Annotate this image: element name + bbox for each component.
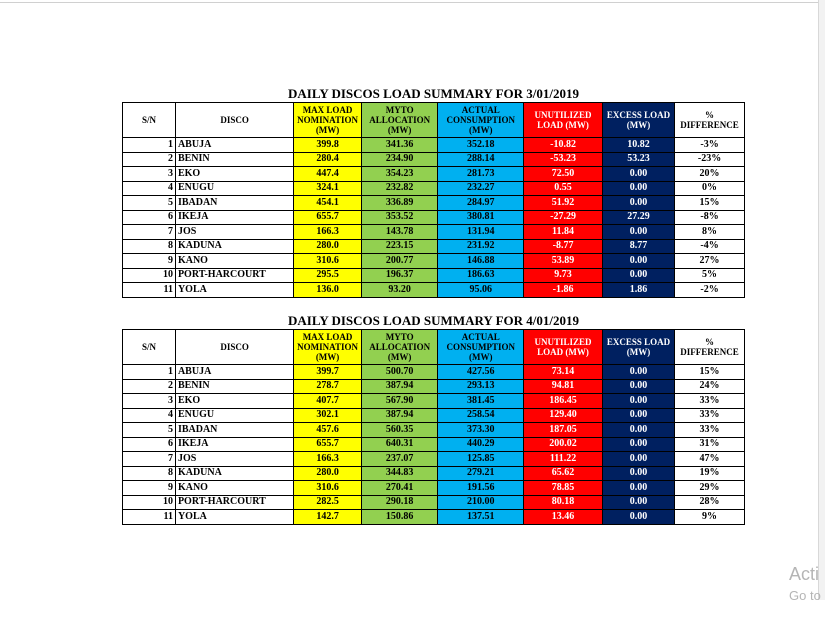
cell-disco: BENIN [175,152,293,167]
cell-actual: 95.06 [438,283,524,298]
cell-myto: 387.94 [361,379,438,394]
cell-unutilized: 13.46 [524,510,603,525]
cell-max-load: 457.6 [294,423,362,438]
cell-sn: 11 [123,283,176,298]
cell-sn: 1 [123,138,176,153]
cell-pct: 27% [675,254,745,269]
header-sn: S/N [123,330,176,365]
load-summary-day2 [122,313,745,525]
cell-disco: KANO [175,481,293,496]
table-body [123,365,745,525]
cell-excess: 0.00 [602,254,674,269]
header-unutilized: UNUTILIZED LOAD (MW) [524,330,603,365]
cell-disco: IBADAN [175,423,293,438]
cell-max-load: 295.5 [294,268,362,283]
cell-actual: 352.18 [438,138,524,153]
cell-disco: EKO [175,394,293,409]
summary-table [122,329,745,525]
cell-unutilized: 186.45 [524,394,603,409]
cell-pct: -8% [675,210,745,225]
cell-myto: 237.07 [361,452,438,467]
cell-max-load: 447.4 [294,167,362,182]
cell-pct: -23% [675,152,745,167]
cell-unutilized: -53.23 [524,152,603,167]
cell-actual: 210.00 [438,495,524,510]
cell-max-load: 142.7 [294,510,362,525]
cell-max-load: 407.7 [294,394,362,409]
cell-unutilized: 187.05 [524,423,603,438]
cell-unutilized: 200.02 [524,437,603,452]
cell-disco: PORT-HARCOURT [175,268,293,283]
cell-disco: ENUGU [175,408,293,423]
table-row [123,394,745,409]
cell-max-load: 454.1 [294,196,362,211]
cell-sn: 4 [123,408,176,423]
cell-unutilized: -1.86 [524,283,603,298]
cell-myto: 93.20 [361,283,438,298]
cell-excess: 0.00 [602,408,674,423]
cell-disco: KANO [175,254,293,269]
cell-actual: 373.30 [438,423,524,438]
cell-max-load: 302.1 [294,408,362,423]
cell-unutilized: 53.89 [524,254,603,269]
cell-myto: 341.36 [361,138,438,153]
cell-unutilized: 129.40 [524,408,603,423]
cell-excess: 0.00 [602,181,674,196]
cell-actual: 380.81 [438,210,524,225]
cell-disco: EKO [175,167,293,182]
cell-myto: 567.90 [361,394,438,409]
cell-disco: PORT-HARCOURT [175,495,293,510]
cell-sn: 7 [123,452,176,467]
table-row [123,481,745,496]
cell-pct: 33% [675,423,745,438]
cell-sn: 9 [123,254,176,269]
cell-excess: 0.00 [602,268,674,283]
cell-excess: 1.86 [602,283,674,298]
cell-sn: 5 [123,423,176,438]
header-disco: DISCO [175,330,293,365]
cell-excess: 10.82 [602,138,674,153]
scrollbar[interactable] [818,0,825,600]
cell-actual: 284.97 [438,196,524,211]
cell-myto: 387.94 [361,408,438,423]
header-actual: ACTUAL CONSUMPTION (MW) [438,103,524,138]
cell-myto: 336.89 [361,196,438,211]
cell-unutilized: 0.55 [524,181,603,196]
cell-myto: 353.52 [361,210,438,225]
cell-disco: KADUNA [175,239,293,254]
header-disco: DISCO [175,103,293,138]
cell-disco: JOS [175,225,293,240]
cell-excess: 0.00 [602,365,674,380]
top-divider [0,2,825,3]
cell-pct: 8% [675,225,745,240]
cell-actual: 146.88 [438,254,524,269]
cell-excess: 27.29 [602,210,674,225]
table-row [123,452,745,467]
cell-myto: 232.82 [361,181,438,196]
header-pct: % DIFFERENCE [675,330,745,365]
cell-disco: BENIN [175,379,293,394]
header-excess: EXCESS LOAD (MW) [602,103,674,138]
cell-pct: 15% [675,365,745,380]
cell-actual: 232.27 [438,181,524,196]
cell-disco: ABUJA [175,138,293,153]
cell-unutilized: 9.73 [524,268,603,283]
cell-excess: 0.00 [602,437,674,452]
cell-max-load: 310.6 [294,481,362,496]
cell-actual: 231.92 [438,239,524,254]
cell-disco: ABUJA [175,365,293,380]
cell-sn: 6 [123,437,176,452]
header-row [123,103,745,138]
cell-excess: 0.00 [602,510,674,525]
cell-disco: JOS [175,452,293,467]
cell-max-load: 280.0 [294,239,362,254]
cell-myto: 354.23 [361,167,438,182]
cell-disco: ENUGU [175,181,293,196]
cell-sn: 10 [123,495,176,510]
cell-disco: KADUNA [175,466,293,481]
cell-pct: -2% [675,283,745,298]
cell-pct: -4% [675,239,745,254]
header-max-load: MAX LOAD NOMINATION (MW) [294,103,362,138]
table-row [123,423,745,438]
header-unutilized: UNUTILIZED LOAD (MW) [524,103,603,138]
cell-pct: 31% [675,437,745,452]
cell-actual: 131.94 [438,225,524,240]
cell-unutilized: 94.81 [524,379,603,394]
cell-pct: 20% [675,167,745,182]
table-row [123,365,745,380]
cell-sn: 7 [123,225,176,240]
cell-actual: 427.56 [438,365,524,380]
header-max-load: MAX LOAD NOMINATION (MW) [294,330,362,365]
cell-actual: 137.51 [438,510,524,525]
cell-myto: 500.70 [361,365,438,380]
cell-max-load: 136.0 [294,283,362,298]
cell-disco: YOLA [175,283,293,298]
cell-max-load: 166.3 [294,225,362,240]
table-row [123,379,745,394]
cell-pct: 0% [675,181,745,196]
cell-excess: 0.00 [602,466,674,481]
cell-max-load: 399.7 [294,365,362,380]
cell-pct: 28% [675,495,745,510]
cell-myto: 223.15 [361,239,438,254]
cell-myto: 234.90 [361,152,438,167]
header-pct: % DIFFERENCE [675,103,745,138]
cell-pct: 29% [675,481,745,496]
cell-max-load: 280.0 [294,466,362,481]
table-row [123,167,745,182]
cell-sn: 6 [123,210,176,225]
cell-sn: 5 [123,196,176,211]
cell-actual: 186.63 [438,268,524,283]
cell-excess: 0.00 [602,394,674,409]
table-row [123,254,745,269]
summary-table [122,102,745,298]
table-row [123,466,745,481]
table-row [123,225,745,240]
cell-actual: 381.45 [438,394,524,409]
cell-max-load: 324.1 [294,181,362,196]
cell-unutilized: 111.22 [524,452,603,467]
cell-sn: 2 [123,379,176,394]
table-row [123,196,745,211]
table-row [123,408,745,423]
table-row [123,239,745,254]
cell-excess: 0.00 [602,196,674,211]
cell-myto: 560.35 [361,423,438,438]
cell-excess: 0.00 [602,379,674,394]
cell-pct: 33% [675,408,745,423]
cell-myto: 143.78 [361,225,438,240]
cell-disco: IBADAN [175,196,293,211]
cell-sn: 8 [123,466,176,481]
cell-sn: 9 [123,481,176,496]
cell-actual: 258.54 [438,408,524,423]
cell-pct: 47% [675,452,745,467]
cell-excess: 0.00 [602,452,674,467]
header-sn: S/N [123,103,176,138]
cell-myto: 344.83 [361,466,438,481]
header-excess: EXCESS LOAD (MW) [602,330,674,365]
cell-myto: 200.77 [361,254,438,269]
cell-excess: 0.00 [602,423,674,438]
activation-watermark-line1: Acti [789,564,820,584]
table-row [123,268,745,283]
cell-max-load: 310.6 [294,254,362,269]
cell-unutilized: -8.77 [524,239,603,254]
cell-actual: 281.73 [438,167,524,182]
cell-unutilized: 65.62 [524,466,603,481]
table-row [123,181,745,196]
cell-sn: 11 [123,510,176,525]
cell-actual: 440.29 [438,437,524,452]
cell-max-load: 280.4 [294,152,362,167]
table-body [123,138,745,298]
cell-pct: 19% [675,466,745,481]
header-myto: MYTO ALLOCATION (MW) [361,103,438,138]
cell-max-load: 655.7 [294,210,362,225]
cell-unutilized: 80.18 [524,495,603,510]
cell-sn: 4 [123,181,176,196]
cell-myto: 290.18 [361,495,438,510]
cell-actual: 125.85 [438,452,524,467]
cell-actual: 288.14 [438,152,524,167]
cell-sn: 1 [123,365,176,380]
cell-unutilized: 51.92 [524,196,603,211]
cell-myto: 640.31 [361,437,438,452]
cell-myto: 150.86 [361,510,438,525]
table-row [123,210,745,225]
table-row [123,510,745,525]
cell-pct: -3% [675,138,745,153]
cell-myto: 270.41 [361,481,438,496]
cell-max-load: 282.5 [294,495,362,510]
cell-disco: IKEJA [175,210,293,225]
activation-watermark-line2: Go to [789,588,821,603]
cell-max-load: 399.8 [294,138,362,153]
cell-sn: 2 [123,152,176,167]
cell-actual: 191.56 [438,481,524,496]
header-row [123,330,745,365]
cell-unutilized: 11.84 [524,225,603,240]
cell-pct: 15% [675,196,745,211]
cell-max-load: 278.7 [294,379,362,394]
cell-unutilized: 73.14 [524,365,603,380]
header-myto: MYTO ALLOCATION (MW) [361,330,438,365]
cell-max-load: 655.7 [294,437,362,452]
header-actual: ACTUAL CONSUMPTION (MW) [438,330,524,365]
cell-excess: 0.00 [602,495,674,510]
cell-pct: 5% [675,268,745,283]
cell-max-load: 166.3 [294,452,362,467]
load-summary-day1 [122,86,745,298]
cell-unutilized: 78.85 [524,481,603,496]
table-row [123,283,745,298]
cell-actual: 293.13 [438,379,524,394]
cell-sn: 3 [123,394,176,409]
cell-unutilized: -10.82 [524,138,603,153]
table-row [123,138,745,153]
cell-pct: 9% [675,510,745,525]
cell-unutilized: 72.50 [524,167,603,182]
cell-sn: 8 [123,239,176,254]
cell-excess: 0.00 [602,481,674,496]
table-row [123,437,745,452]
cell-actual: 279.21 [438,466,524,481]
table-row [123,152,745,167]
cell-unutilized: -27.29 [524,210,603,225]
cell-disco: IKEJA [175,437,293,452]
cell-pct: 33% [675,394,745,409]
cell-excess: 0.00 [602,167,674,182]
cell-excess: 53.23 [602,152,674,167]
cell-disco: YOLA [175,510,293,525]
cell-myto: 196.37 [361,268,438,283]
summary-title: DAILY DISCOS LOAD SUMMARY FOR 3/01/2019 [288,86,579,101]
cell-sn: 10 [123,268,176,283]
table-row [123,495,745,510]
cell-excess: 8.77 [602,239,674,254]
cell-excess: 0.00 [602,225,674,240]
cell-sn: 3 [123,167,176,182]
summary-title: DAILY DISCOS LOAD SUMMARY FOR 4/01/2019 [288,313,579,328]
cell-pct: 24% [675,379,745,394]
